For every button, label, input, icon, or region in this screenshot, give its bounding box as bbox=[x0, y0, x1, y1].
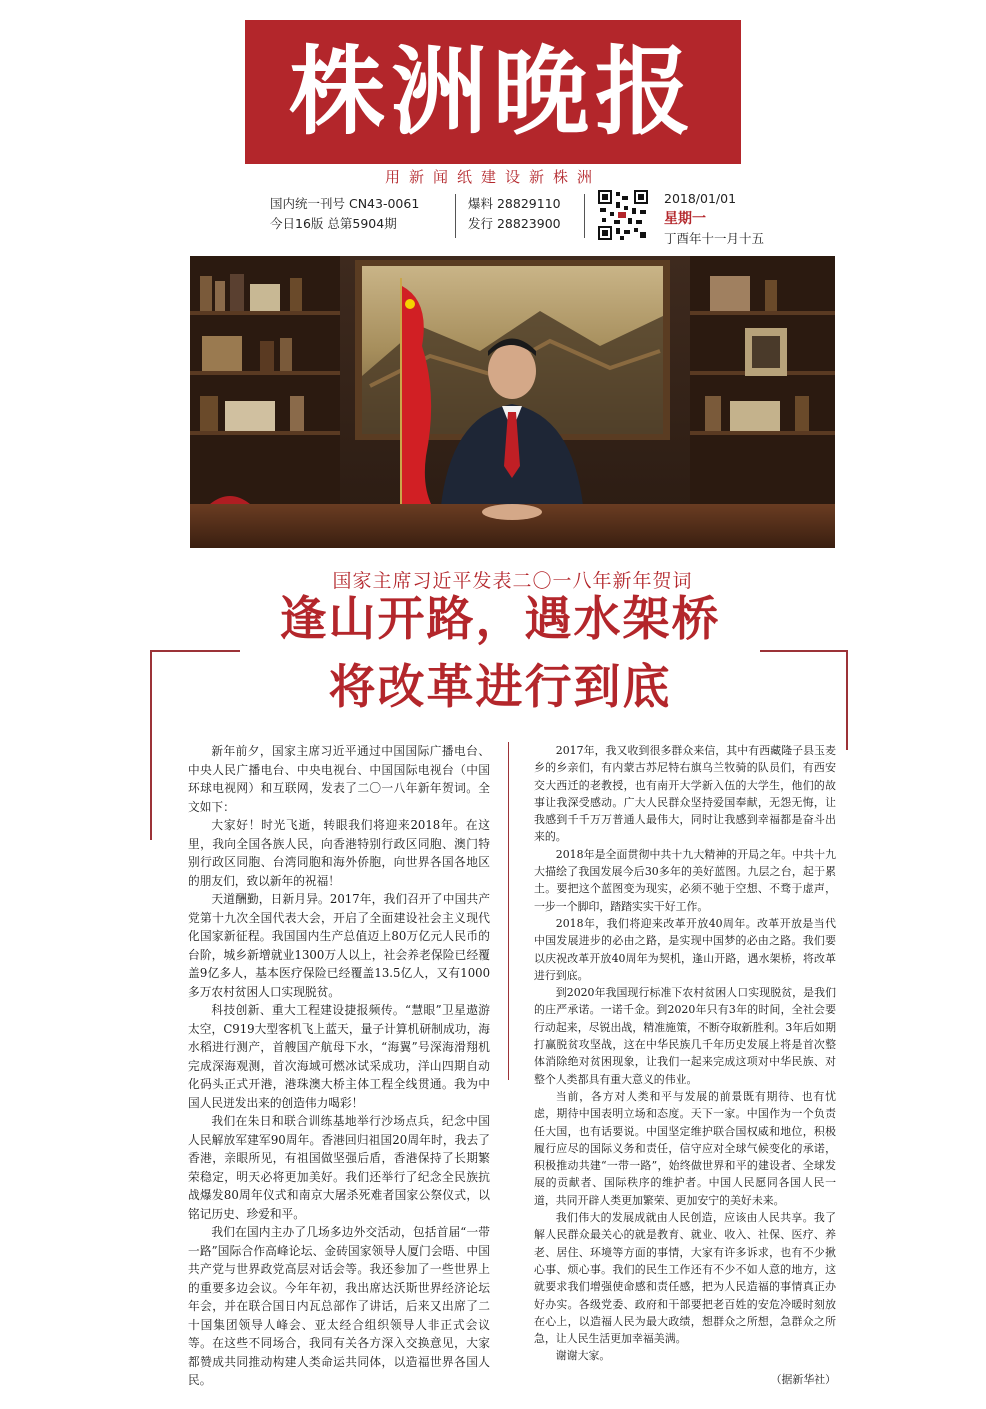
edition-info: 今日16版 总第5904期 bbox=[270, 216, 397, 231]
frame-line-right bbox=[846, 650, 848, 750]
paragraph: 谢谢大家。 bbox=[555, 1349, 611, 1363]
paragraph: 我们在国内主办了几场多边外交活动，包括首届“一带一路”国际合作高峰论坛、金砖国家领导人厦门会晤、中国共产党与世界政党高层对话会等。我还参加了一些世界上的重要多边会议。今年年初，我出席达沃斯世界经济论坛年会，并在联合国日内瓦总部作了讲话，后来又出席了二十国集团领导人峰会、亚太经合组织领导人非正式会议等。在这些不同场合，我同有关各方深入交换意见，大家都赞成共同推动构建人类命运共同体，以造福世界各国人民。 bbox=[188, 1225, 490, 1387]
issue-date: 2018/01/01 bbox=[664, 191, 737, 206]
serial-number: 国内统一刊号 CN43-0061 bbox=[270, 196, 420, 211]
paragraph: 2018年是全面贯彻中共十九大精神的开局之年。中共十九大描绘了我国发展今后30多年的美好蓝图。九层之台，起于累土。要把这个蓝图变为现实，必须不驰于空想、不骛于虚声，一步一个脚印，踏踏实实干好工作。 bbox=[534, 847, 836, 913]
frame-line-top-right bbox=[760, 650, 848, 652]
issue-info-contacts bbox=[468, 194, 561, 234]
qr-code-icon bbox=[598, 190, 648, 240]
column-divider bbox=[508, 742, 509, 1080]
article-column-left bbox=[188, 742, 490, 1390]
paragraph: 新年前夕，国家主席习近平通过中国国际广播电台、中央人民广播电台、中央电视台、中国国际电视台（中国环球电视网）和互联网，发表了二〇一八年新年贺词。全文如下： bbox=[188, 744, 490, 814]
lunar-date: 丁酉年十一月十五 bbox=[664, 231, 765, 246]
paragraph: 当前，各方对人类和平与发展的前景既有期待、也有忧虑，期待中国表明立场和态度。天下一家。中国作为一个负责任大国，也有话要说。中国坚定维护联合国权威和地位，积极履行应尽的国际义务和责任，信守应对全球气候变化的承诺，积极推动共建“一带一路”，始终做世界和平的建设者、全球发展的贡献者、国际秩序的维护者。中国人民愿同各国人民一道，共同开辟人类更加繁荣、更加安宁的美好未来。 bbox=[534, 1089, 836, 1207]
article-column-right bbox=[534, 742, 836, 1388]
paragraph: 大家好！时光飞逝，转眼我们将迎来2018年。在这里，我向全国各族人民，向香港特别行政区同胞、澳门特别行政区同胞、台湾同胞和海外侨胞，向世界各国各地区的朋友们，致以新年的祝福！ bbox=[188, 818, 490, 888]
article-headline-line-1: 逢山开路，遇水架桥 bbox=[279, 592, 721, 647]
article-headline-line-2: 将改革进行到底 bbox=[328, 660, 672, 715]
paragraph: 我们伟大的发展成就由人民创造，应该由人民共享。我了解人民群众最关心的就是教育、就业、收入、社保、医疗、养老、居住、环境等方面的事情，大家有许多诉求，也有不少揪心事、烦心事。我们的民生工作还有不少不如人意的地方，这就要求我们增强使命感和责任感，把为人民造福的事情真正办好办实。各级党委、政府和干部要把老百姓的安危冷暖时刻放在心上，以造福人民为最大政绩，想群众之所想，急群众之所急，让人民生活更加幸福美满。 bbox=[534, 1211, 836, 1346]
hotline: 爆料 28829110 bbox=[468, 196, 561, 211]
article-kicker: 国家主席习近平发表二〇一八年新年贺词 bbox=[332, 570, 693, 592]
paragraph: 科技创新、重大工程建设捷报频传。“慧眼”卫星遨游太空，C919大型客机飞上蓝天，量子计算机研制成功，海水稻进行测产，首艘国产航母下水，“海翼”号深海滑翔机完成深海观测，首次海域可燃冰试采成功，洋山四期自动化码头正式开港，港珠澳大桥主体工程全线贯通。我为中国人民迸发出来的创造伟力喝彩！ bbox=[188, 1003, 490, 1110]
bookshelf-left bbox=[190, 256, 340, 506]
weekday: 星期一 bbox=[664, 211, 706, 227]
lead-photo bbox=[190, 256, 835, 548]
masthead-title: 株洲晚报 bbox=[289, 35, 697, 148]
article-source: （据新华社） bbox=[770, 1372, 836, 1386]
paragraph: 天道酬勤，日新月异。2017年，我们召开了中国共产党第十九次全国代表大会，开启了全面建设社会主义现代化国家新征程。我国国内生产总值迈上80万亿元人民币的台阶，城乡新增就业1300万人以上，社会养老保险已经覆盖9亿多人，基本医疗保险已经覆盖13.5亿人，又有1000多万农村贫困人口实现脱贫。 bbox=[188, 892, 490, 999]
divider bbox=[584, 194, 585, 238]
bookshelf-right bbox=[690, 256, 835, 506]
frame-line-left bbox=[150, 650, 152, 840]
issue-date-block bbox=[664, 189, 764, 249]
paragraph: 2017年，我又收到很多群众来信，其中有西藏隆子县玉麦乡的乡亲们，有内蒙古苏尼特右旗乌兰牧骑的队员们，有西安交大西迁的老教授，也有南开大学新入伍的大学生，他们的故事让我深受感动。广大人民群众坚持爱国奉献，无怨无悔，让我感到千千万万普通人最伟大，同时让我感到幸福都是奋斗出来的。 bbox=[534, 744, 836, 844]
distribution-line: 发行 28823900 bbox=[468, 216, 561, 231]
frame-line-top-left bbox=[150, 650, 240, 652]
masthead-slogan: 用新闻纸建设新株洲 bbox=[384, 168, 601, 186]
paragraph: 2018年，我们将迎来改革开放40周年。改革开放是当代中国发展进步的必由之路，是实现中国梦的必由之路。我们要以庆祝改革开放40周年为契机，逢山开路，遇水架桥，将改革进行到底。 bbox=[534, 916, 836, 982]
divider bbox=[455, 194, 456, 238]
paragraph: 我们在朱日和联合训练基地举行沙场点兵，纪念中国人民解放军建军90周年。香港回归祖国20周年时，我去了香港，亲眼所见，有祖国做坚强后盾，香港保持了长期繁荣稳定，明天必将更加美好。我们还举行了纪念全民族抗战爆发80周年仪式和南京大屠杀死难者国家公祭仪式，以铭记历史、珍爱和平。 bbox=[188, 1114, 490, 1221]
paragraph: 到2020年我国现行标准下农村贫困人口实现脱贫，是我们的庄严承诺。一诺千金。到2020年只有3年的时间，全社会要行动起来，尽锐出战，精准施策，不断夺取新胜利。3年后如期打赢脱贫攻坚战，这在中华民族几千年历史发展上将是首次整体消除绝对贫困现象，让我们一起来完成这项对中华民族、对整个人类都具有重大意义的伟业。 bbox=[534, 986, 836, 1086]
masthead-logo bbox=[245, 20, 741, 164]
issue-info-left bbox=[270, 194, 419, 234]
